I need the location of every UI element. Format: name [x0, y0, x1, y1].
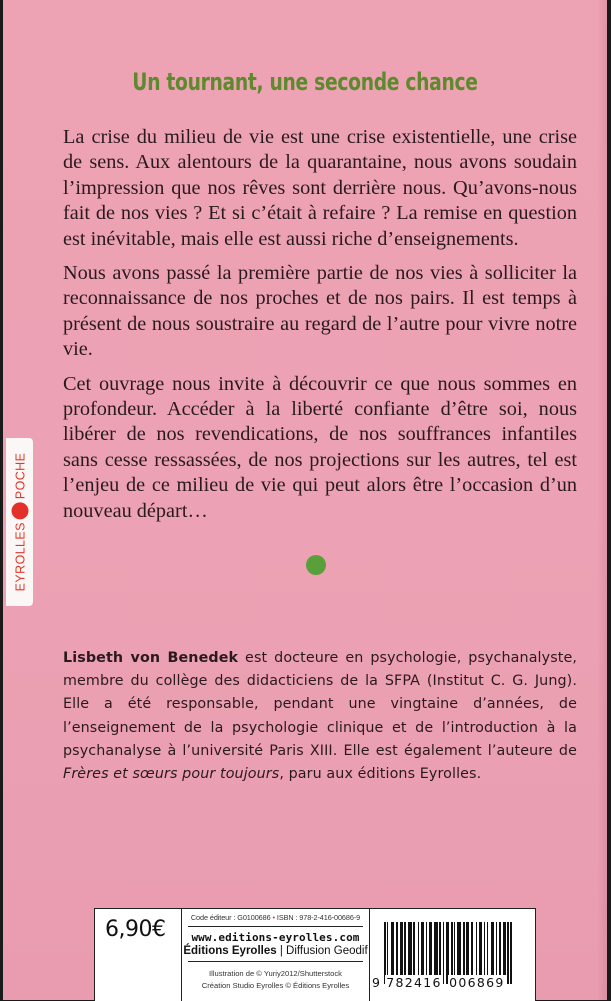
blurb-paragraph: La crise du milieu de vie est une crise existentielle, une crise de sens. Aux alentours de la quarantaine, nous avons soudain l’impression que nos rêves sont derrière nous. Qu’avons-nous fait de nos vies ? Et si c’était à refaire ? La remise en question est inévitable, mais elle est aussi riche d’enseignements.	[63, 126, 577, 250]
series-label-right: POCHE	[12, 452, 27, 500]
cover-edge-shadow	[597, 0, 607, 1000]
credits	[182, 968, 369, 992]
publisher-name: Éditions Eyrolles	[183, 945, 277, 957]
barcode-digits	[372, 975, 537, 990]
bullet-icon: •	[272, 913, 275, 922]
design-credit: Création Studio Eyrolles © Éditions Eyrolles	[201, 981, 350, 990]
code-editeur: Code éditeur : G0100686	[190, 913, 271, 922]
separator-dot-icon	[306, 555, 326, 575]
series-dot-icon	[11, 502, 28, 519]
publisher-url[interactable]: www.editions-eyrolles.com	[191, 931, 360, 944]
publisher-sep: |	[276, 945, 287, 957]
divider	[188, 961, 363, 962]
publisher-line	[182, 945, 369, 957]
illustration-credit: Illustration de © Yuriy2012/Shutterstock	[209, 969, 342, 978]
barcode-group-1: 782416	[386, 975, 442, 990]
price-cell	[95, 909, 182, 1001]
distributor: Diffusion Geodif	[286, 945, 368, 957]
related-book-title: Frères et sœurs pour toujours	[63, 766, 280, 783]
bio-text-end: , paru aux éditions Eyrolles.	[279, 766, 482, 783]
barcode-lead-digit: 9	[372, 975, 382, 990]
barcode-group-2: 006869	[449, 975, 505, 990]
blurb	[63, 125, 577, 533]
bio-text: est docteure en psychologie, psychanalyste, membre du collège des didacticiens de la SFPA (Institut C. G. Jung). Elle a été responsable, pendant une vingtaine d’années, de l’enseignement de la psychologie clinique et de l’introduction à la psychanalyse à l’université Paris XIII. Elle est également l’auteure de	[63, 650, 577, 759]
blurb-paragraph: Nous avons passé la première partie de nos vies à solliciter la reconnaissance de nos proches et de nos pairs. Il est temps à présent de nous soustraire au regard de l’autre pour vivre notre vie.	[63, 262, 577, 361]
series-tab	[6, 438, 33, 606]
publisher-cell	[182, 909, 370, 1001]
publisher-info-box	[94, 908, 536, 1001]
series-label	[11, 453, 28, 592]
book-back-cover	[3, 0, 607, 1000]
series-label-left: EYROLLES	[12, 522, 27, 592]
price: 6,90€	[105, 917, 166, 942]
blurb-paragraph: Cet ouvrage nous invite à découvrir ce que nous sommes en profondeur. Accéder à la liberté confiante d’être soi, nous libérer de nos revendications, de nos souffrances infantiles sans cesse ressassées, de nos projections sur les autres, tel est l’enjeu de ce milieu de vie qui peut alors être l’occasion d’un nouveau départ…	[63, 372, 577, 522]
code-isbn-line	[182, 913, 369, 922]
isbn: ISBN : 978-2-416-00686-9	[276, 913, 361, 922]
barcode-cell	[370, 909, 535, 1001]
author-name: Lisbeth von Benedek	[63, 650, 239, 666]
headline: Un tournant, une seconde chance	[132, 68, 478, 96]
divider	[188, 926, 363, 927]
author-bio	[63, 647, 577, 786]
